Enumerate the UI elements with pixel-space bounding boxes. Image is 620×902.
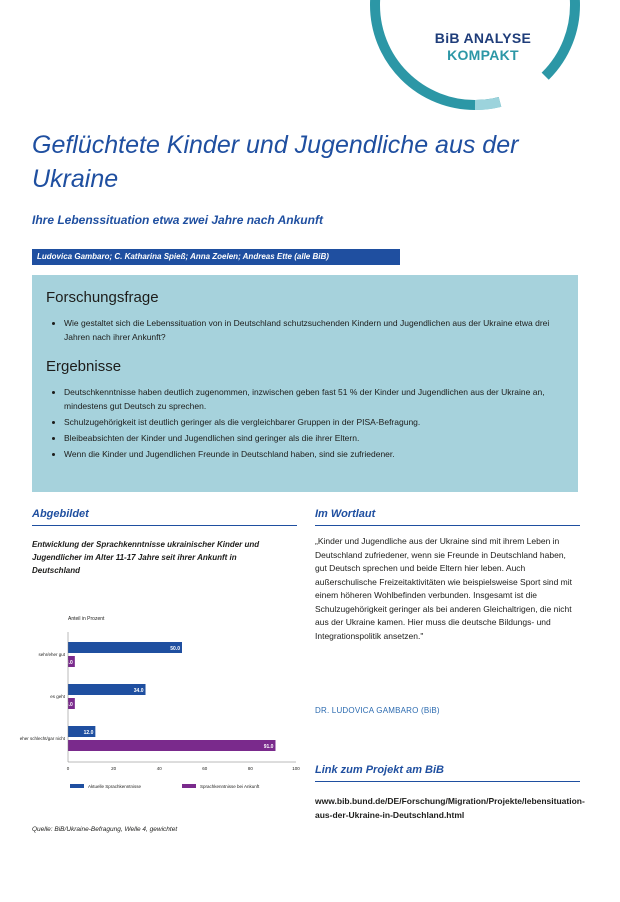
right-divider xyxy=(315,525,580,526)
link-divider xyxy=(315,781,580,782)
badge xyxy=(408,30,558,64)
quote-author: DR. LUDOVICA GAMBARO (BiB) xyxy=(315,706,440,715)
list-item: • Schulzugehörigkeit ist deutlich geringer als die vergleichbarer Gruppen in der PISA-Befragung. xyxy=(64,415,564,429)
authors-bar: Ludovica Gambaro; C. Katharina Spieß; Anna Zoelen; Andreas Ette (alle BiB) xyxy=(32,249,400,265)
project-link[interactable]: www.bib.bund.de/DE/Forschung/Migration/Projekte/lebensituation-aus-der-Ukraine-in-Deutschland.html xyxy=(315,796,585,820)
legend-swatch xyxy=(182,784,196,788)
bar xyxy=(68,740,275,751)
right-section-heading: Im Wortlaut xyxy=(315,508,376,520)
x-tick-label: 0 xyxy=(66,766,70,771)
category-label: eher schlecht/gar nicht xyxy=(19,736,65,741)
chart-axis-title: Anteil in Prozent xyxy=(68,616,105,622)
category-label: es geht xyxy=(50,694,65,699)
bar xyxy=(68,642,182,653)
quote-text: „Kinder und Jugendliche aus der Ukraine sind mit ihrem Leben in Deutschland zufriedener, wenn sie Freunde in Deutschland haben, gut Deutsch sprechen und beide Eltern hier leben. Auch außerschulische Freizeitaktivitäten wie beispielsweise Sport sind mit einem höheren Wohlbefinden verbunden. Insgesamt ist die Schulzugehörigkeit geringer als bei anderen Gleichaltrigen, die nicht aus der Ukraine kamen. Hier muss die deutsche Bildungs- und Integrationspolitik ansetzen." xyxy=(315,536,572,641)
bar-data-label: 50.0 xyxy=(170,646,180,652)
legend-swatch xyxy=(70,784,84,788)
link-heading: Link zum Projekt am BiB xyxy=(315,764,444,776)
language-chart xyxy=(19,612,302,802)
bar-data-label: 91.0 xyxy=(263,744,274,750)
x-tick-label: 20 xyxy=(111,766,117,771)
summary-box xyxy=(32,275,578,492)
results-list xyxy=(46,385,564,461)
list-item: • Deutschkenntnisse haben deutlich zugenommen, inzwischen geben fast 51 % der Kinder und Jugendlichen aus der Ukraine an, mindestens gut Deutsch zu sprechen. xyxy=(64,385,564,413)
list-item: • Bleibeabsichten der Kinder und Jugendlichen sind geringer als die ihrer Eltern. xyxy=(64,431,564,445)
chart-source: Quelle: BiB/Ukraine-Befragung, Welle 4, gewichtet xyxy=(32,826,178,833)
list-item: • Wie gestaltet sich die Lebenssituation von in Deutschland schutzsuchenden Kindern und Jugendlichen aus der Ukraine etwa drei Jahren nach ihrer Ankunft? xyxy=(64,316,564,344)
research-list xyxy=(46,316,564,344)
research-heading: Forschungsfrage xyxy=(46,289,159,306)
x-tick-label: 40 xyxy=(156,766,162,771)
x-tick-label: 80 xyxy=(247,766,253,771)
left-section-heading: Abgebildet xyxy=(32,508,89,520)
x-tick-label: 60 xyxy=(202,766,208,771)
bar-data-label: 12.0 xyxy=(83,730,94,736)
left-divider xyxy=(32,525,297,526)
badge-line2: KOMPAKT xyxy=(447,47,519,63)
bar-data-label: 3.0 xyxy=(65,702,73,708)
legend-label: Sprachkenntnisse bei Ankunft xyxy=(200,784,260,789)
results-heading: Ergebnisse xyxy=(46,358,122,375)
bar-data-label: 3.0 xyxy=(65,660,73,666)
x-tick-label: 100 xyxy=(292,766,300,771)
legend-label: Aktuelle Sprachkenntnisse xyxy=(88,784,142,789)
badge-line1: BiB ANALYSE xyxy=(434,30,532,46)
bar-data-label: 34.0 xyxy=(133,688,144,694)
subtitle: Ihre Lebenssituation etwa zwei Jahre nach Ankunft xyxy=(32,213,323,227)
list-item: • Wenn die Kinder und Jugendlichen Freunde in Deutschland haben, sind sie zufriedener. xyxy=(64,447,564,461)
category-label: sehr/eher gut xyxy=(38,652,65,657)
chart-title: Entwicklung der Sprachkenntnisse ukrainischer Kinder und Jugendlicher im Alter 11-17 Jahre seit ihrer Ankunft in Deutschland xyxy=(32,540,260,575)
page-title: Geflüchtete Kinder und Jugendliche aus der Ukraine xyxy=(32,131,519,193)
